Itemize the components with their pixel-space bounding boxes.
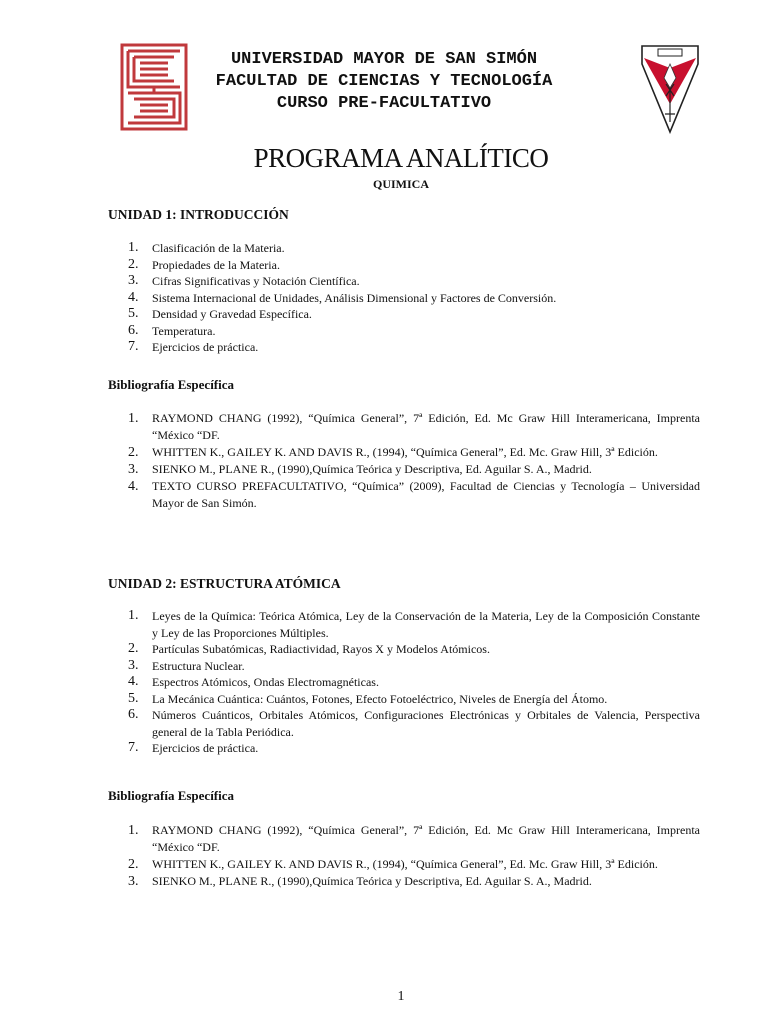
item-number: 1. <box>128 240 139 255</box>
item-number: 6. <box>128 707 139 722</box>
bibliography-item <box>108 478 700 512</box>
university-name: UNIVERSIDAD MAYOR DE SAN SIMÓN <box>230 50 538 69</box>
bibliography-item <box>108 461 700 478</box>
item-text: Temperatura. <box>152 323 216 338</box>
item-number: 3. <box>128 874 139 889</box>
list-item <box>108 658 700 675</box>
item-text: Sistema Internacional de Unidades, Análisis Dimensional y Factores de Conversión. <box>152 290 557 305</box>
list-item <box>108 707 700 740</box>
list-item <box>108 740 700 757</box>
list-item <box>108 339 700 356</box>
item-text: Cifras Significativas y Notación Científica. <box>152 274 360 288</box>
item-text: SIENKO M., PLANE R., (1990),Química Teórica y Descriptiva, Ed. Aguilar S. A., Madrid. <box>152 462 592 476</box>
item-number: 1. <box>128 411 139 426</box>
bibliography-item <box>108 410 700 444</box>
item-number: 4. <box>128 289 139 305</box>
item-number: 4. <box>128 674 139 689</box>
item-text: La Mecánica Cuántica: Cuántos, Fotones, Efecto Fotoeléctrico, Niveles de Energía del Átomo. <box>152 691 608 706</box>
item-number: 3. <box>128 657 139 673</box>
item-number: 2. <box>128 445 139 460</box>
unit-1-heading: UNIDAD 1: INTRODUCCIÓN <box>108 207 289 222</box>
page-title: PROGRAMA ANALÍTICO <box>253 143 549 173</box>
item-text: Espectros Atómicos, Ondas Electromagnéticas. <box>152 675 379 689</box>
item-number: 7. <box>128 740 139 755</box>
item-number: 3. <box>128 273 139 288</box>
item-number: 5. <box>128 306 139 321</box>
unit-2-bibliography-heading: Bibliografía Específica <box>108 788 235 803</box>
item-text: Partículas Subatómicas, Radiactividad, Rayos X y Modelos Atómicos. <box>152 642 490 656</box>
list-item <box>108 240 700 257</box>
item-text: Estructura Nuclear. <box>152 658 245 673</box>
item-number: 2. <box>128 857 139 872</box>
item-number: 2. <box>128 256 139 272</box>
institution-header <box>0 49 768 115</box>
item-number: 4. <box>128 479 139 494</box>
page-number: 1 <box>397 989 405 1004</box>
item-text: Leyes de la Química: Teórica Atómica, Ley de la Conservación de la Materia, Ley de la Composición Constante y Ley de las Proporciones Múltiples. <box>152 609 700 640</box>
unit-1-bibliography-heading: Bibliografía Específica <box>108 377 235 392</box>
list-item <box>108 290 700 307</box>
course-name: CURSO PRE-FACULTATIVO <box>276 94 492 113</box>
item-number: 1. <box>128 608 139 623</box>
item-number: 1. <box>128 823 139 838</box>
unit-2-bibliography <box>108 822 700 890</box>
list-item <box>108 257 700 274</box>
item-text: WHITTEN K., GAILEY K. AND DAVIS R., (1994), “Química General”, Ed. Mc. Graw Hill, 3ª Edición. <box>152 445 658 459</box>
list-item <box>108 306 700 323</box>
item-text: Clasificación de la Materia. <box>152 241 285 255</box>
list-item <box>108 608 700 641</box>
unit-1-bibliography <box>108 410 700 512</box>
item-text: Propiedades de la Materia. <box>152 257 280 272</box>
list-item <box>108 691 700 708</box>
list-item <box>108 323 700 340</box>
bibliography-item <box>108 873 700 890</box>
item-text: Ejercicios de práctica. <box>152 340 259 354</box>
item-text: RAYMOND CHANG (1992), “Química General”, 7ª Edición, Ed. Mc Graw Hill Interamericana, Imprenta “México “DF. <box>152 823 700 854</box>
item-text: SIENKO M., PLANE R., (1990),Química Teórica y Descriptiva, Ed. Aguilar S. A., Madrid. <box>152 874 592 888</box>
faculty-name: FACULTAD DE CIENCIAS Y TECNOLOGÍA <box>215 72 553 91</box>
bibliography-item <box>108 822 700 856</box>
bibliography-item <box>108 856 700 873</box>
item-text: Ejercicios de práctica. <box>152 741 259 755</box>
item-text: TEXTO CURSO PREFACULTATIVO, “Química” (2009), Facultad de Ciencias y Tecnología – Universidad Mayor de San Simón. <box>152 479 700 510</box>
item-text: Densidad y Gravedad Específica. <box>152 307 312 321</box>
list-item <box>108 273 700 290</box>
item-text: RAYMOND CHANG (1992), “Química General”, 7ª Edición, Ed. Mc Graw Hill Interamericana, Imprenta “México “DF. <box>152 411 700 442</box>
unit-1-topics <box>108 240 700 356</box>
item-number: 2. <box>128 641 139 656</box>
list-item <box>108 674 700 691</box>
item-number: 3. <box>128 462 139 477</box>
item-number: 6. <box>128 322 139 338</box>
item-text: Números Cuánticos, Orbitales Atómicos, Configuraciones Electrónicas y Orbitales de Valencia, Perspectiva general de la Tabla Periódica. <box>152 708 700 739</box>
item-number: 7. <box>128 339 139 354</box>
item-number: 5. <box>128 690 139 706</box>
unit-2-heading: UNIDAD 2: ESTRUCTURA ATÓMICA <box>108 576 341 591</box>
unit-2-topics <box>108 608 700 757</box>
page-subtitle: QUIMICA <box>373 177 429 191</box>
bibliography-item <box>108 444 700 461</box>
list-item <box>108 641 700 658</box>
item-text: WHITTEN K., GAILEY K. AND DAVIS R., (1994), “Química General”, Ed. Mc. Graw Hill, 3ª Edición. <box>152 857 658 871</box>
